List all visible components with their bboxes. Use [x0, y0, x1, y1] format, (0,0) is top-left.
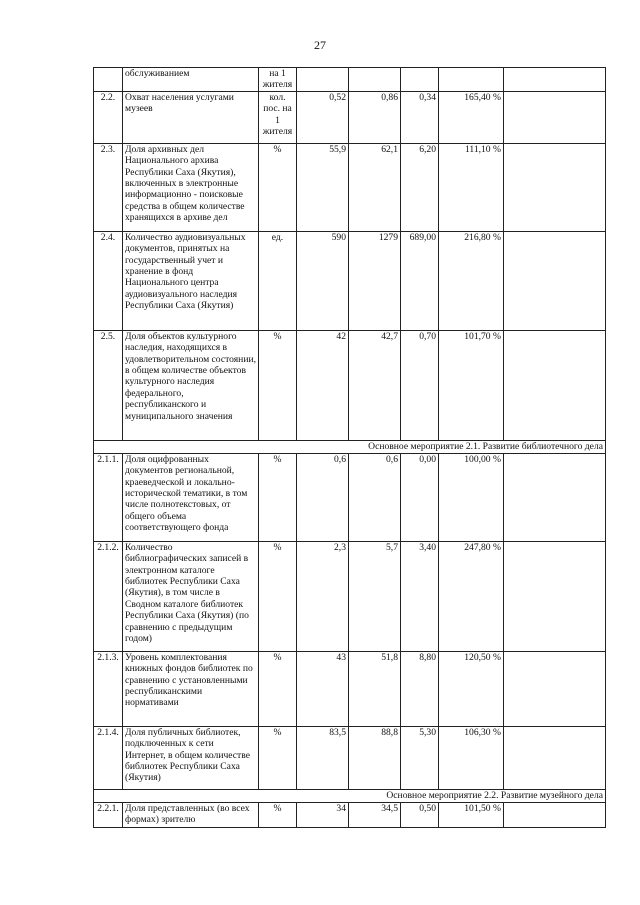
deviation-value: 0,34: [401, 91, 439, 143]
planned-value: 42: [297, 330, 349, 440]
deviation-value: 5,30: [401, 726, 439, 789]
actual-value: 42,7: [349, 330, 401, 440]
planned-value: 43: [297, 651, 349, 726]
notes-cell: [504, 68, 606, 92]
planned-value: 2,3: [297, 541, 349, 651]
indicator-name: Уровень комплектования книжных фондов библиотек по сравнению с установленными республиканскими нормативами: [123, 651, 259, 726]
indicator-name: Доля оцифрованных документов региональной, краеведческой и локально-исторической тематики, в том числе полнотекстовых, от общего объема соответствующего фонда: [123, 453, 259, 541]
completion-percent: 101,70 %: [439, 330, 504, 440]
table-row: [94, 231, 606, 330]
indicator-name: Доля архивных дел Национального архива Республики Саха (Якутия), включенных в электронные информационно - поисковые средства в общем количестве хранящихся в архиве дел: [123, 143, 259, 231]
notes-cell: [504, 651, 606, 726]
actual-value: 34,5: [349, 802, 401, 827]
unit-of-measure: %: [259, 726, 297, 789]
planned-value: 590: [297, 231, 349, 330]
notes-cell: [504, 231, 606, 330]
notes-cell: [504, 91, 606, 143]
unit-of-measure: %: [259, 651, 297, 726]
table-row: [94, 330, 606, 440]
actual-value: [349, 68, 401, 92]
completion-percent: 101,50 %: [439, 802, 504, 827]
planned-value: 34: [297, 802, 349, 827]
unit-of-measure: на 1 жителя: [259, 68, 297, 92]
indicators-table: [93, 67, 606, 828]
deviation-value: [401, 68, 439, 92]
indicator-number: 2.2.1.: [94, 802, 123, 827]
indicator-name: Доля представленных (во всех формах) зрителю: [123, 802, 259, 827]
actual-value: 1279: [349, 231, 401, 330]
actual-value: 62,1: [349, 143, 401, 231]
table-row: [94, 802, 606, 827]
notes-cell: [504, 330, 606, 440]
planned-value: 83,5: [297, 726, 349, 789]
indicator-name: Доля объектов культурного наследия, находящихся в удовлетворительном состоянии, в общем количестве объектов культурного наследия федерального, республиканского и муниципального значения: [123, 330, 259, 440]
unit-of-measure: %: [259, 330, 297, 440]
completion-percent: 100,00 %: [439, 453, 504, 541]
table-row: [94, 726, 606, 789]
table-row: [94, 651, 606, 726]
deviation-value: 689,00: [401, 231, 439, 330]
table-row: [94, 143, 606, 231]
completion-percent: 111,10 %: [439, 143, 504, 231]
actual-value: 0,6: [349, 453, 401, 541]
deviation-value: 0,00: [401, 453, 439, 541]
completion-percent: 247,80 %: [439, 541, 504, 651]
section-title: Основное мероприятие 2.2. Развитие музейного дела: [94, 789, 606, 802]
actual-value: 5,7: [349, 541, 401, 651]
notes-cell: [504, 726, 606, 789]
planned-value: 55,9: [297, 143, 349, 231]
indicator-number: 2.1.2.: [94, 541, 123, 651]
indicator-number: 2.1.1.: [94, 453, 123, 541]
notes-cell: [504, 541, 606, 651]
notes-cell: [504, 453, 606, 541]
actual-value: 88,8: [349, 726, 401, 789]
indicator-name: Доля публичных библиотек, подключенных к сети Интернет, в общем количестве библиотек Республики Саха (Якутия): [123, 726, 259, 789]
unit-of-measure: %: [259, 453, 297, 541]
table-row: [94, 91, 606, 143]
section-title: Основное мероприятие 2.1. Развитие библиотечного дела: [94, 440, 606, 453]
indicator-number: 2.1.3.: [94, 651, 123, 726]
actual-value: 51,8: [349, 651, 401, 726]
table-row: [94, 68, 606, 92]
indicator-name: Количество библиографических записей в электронном каталоге библиотек Республики Саха (Якутия), в том числе в Сводном каталоге библиотек Республики Саха (Якутия) (по сравнению с предыдущим годом): [123, 541, 259, 651]
indicator-number: 2.1.4.: [94, 726, 123, 789]
actual-value: 0,86: [349, 91, 401, 143]
unit-of-measure: %: [259, 541, 297, 651]
section-header-row: [94, 789, 606, 802]
unit-of-measure: %: [259, 143, 297, 231]
indicator-number: 2.4.: [94, 231, 123, 330]
completion-percent: 165,40 %: [439, 91, 504, 143]
completion-percent: [439, 68, 504, 92]
planned-value: 0,6: [297, 453, 349, 541]
unit-of-measure: %: [259, 802, 297, 827]
planned-value: [297, 68, 349, 92]
completion-percent: 106,30 %: [439, 726, 504, 789]
deviation-value: 8,80: [401, 651, 439, 726]
table-body: [94, 68, 606, 828]
indicator-name: Количество аудиовизуальных документов, принятых на государственный учет и хранение в фонд Национального центра аудиовизуального наследия Республики Саха (Якутия): [123, 231, 259, 330]
unit-of-measure: ед.: [259, 231, 297, 330]
indicator-number: 2.3.: [94, 143, 123, 231]
section-header-row: [94, 440, 606, 453]
indicator-number: 2.5.: [94, 330, 123, 440]
notes-cell: [504, 802, 606, 827]
deviation-value: 6,20: [401, 143, 439, 231]
indicator-name: Охват населения услугами музеев: [123, 91, 259, 143]
deviation-value: 0,70: [401, 330, 439, 440]
indicator-number: 2.2.: [94, 91, 123, 143]
table-row: [94, 541, 606, 651]
notes-cell: [504, 143, 606, 231]
deviation-value: 0,50: [401, 802, 439, 827]
indicator-name: обслуживанием: [123, 68, 259, 92]
table-row: [94, 453, 606, 541]
deviation-value: 3,40: [401, 541, 439, 651]
planned-value: 0,52: [297, 91, 349, 143]
completion-percent: 120,50 %: [439, 651, 504, 726]
completion-percent: 216,80 %: [439, 231, 504, 330]
unit-of-measure: кол. пос. на 1 жителя: [259, 91, 297, 143]
page-number: 27: [314, 38, 326, 52]
indicator-number: [94, 68, 123, 92]
